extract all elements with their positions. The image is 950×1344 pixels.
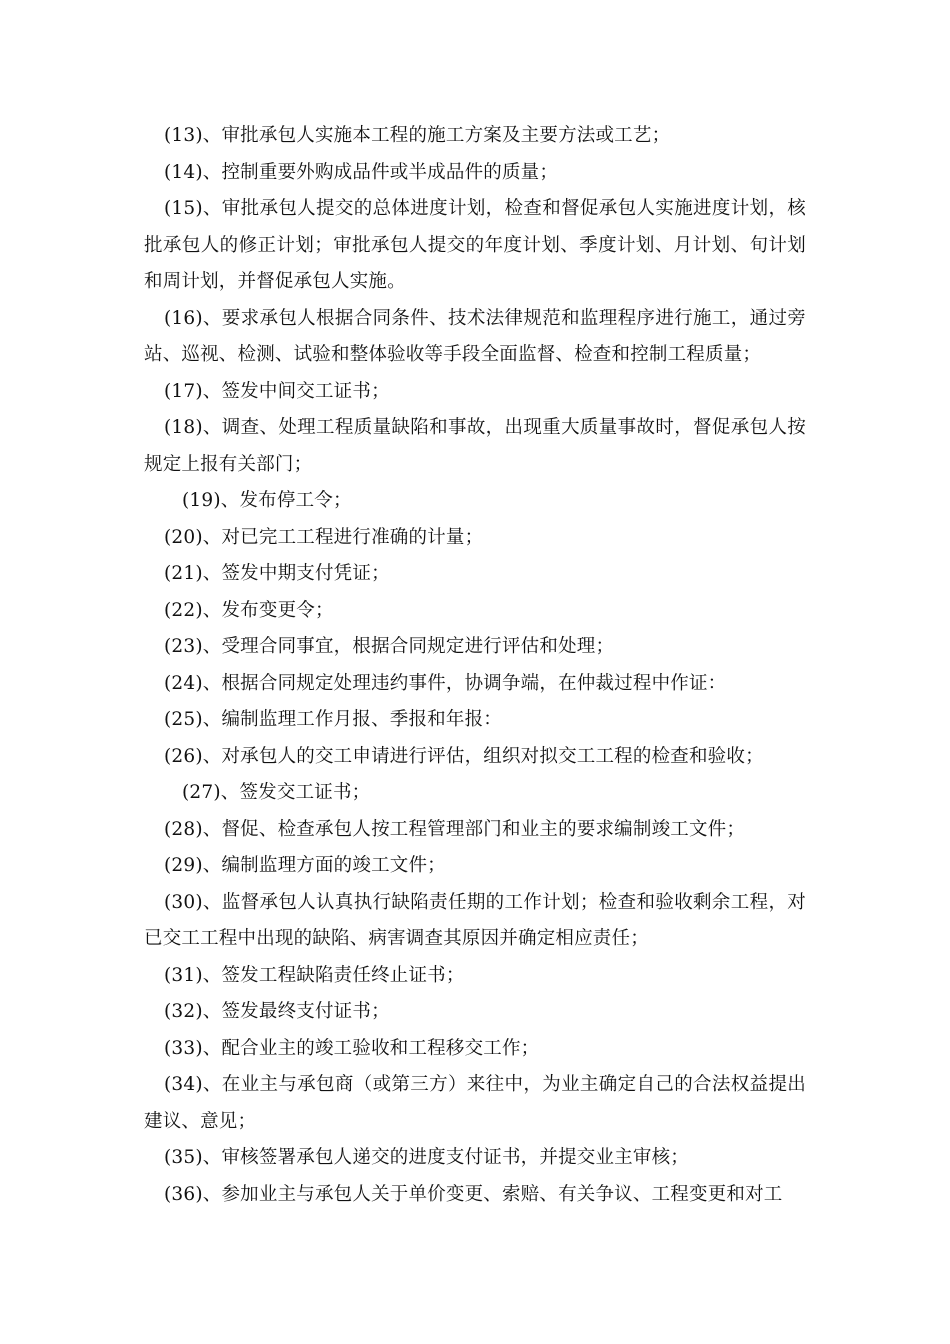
list-item: (35)、审核签署承包人递交的进度支付证书，并提交业主审核； [164,1147,689,1168]
document-body [144,118,806,1213]
list-item: (25)、编制监理工作月报、季报和年报： [164,709,502,730]
list-item: (14)、控制重要外购成品件或半成品件的质量； [164,161,559,183]
list-item: (36)、参加业主与承包人关于单价变更、索赔、有关争议、工程变更和对工 [164,1183,783,1205]
list-item: (32)、签发最终支付证书； [164,1001,390,1022]
list-item: (34)、在业主与承包商（或第三方）来往中，为业主确定自己的合法权益提出建议、意见； [144,1074,806,1132]
list-item: (31)、签发工程缺陷责任终止证书； [164,964,465,986]
list-item: (23)、受理合同事宜，根据合同规定进行评估和处理； [164,636,615,657]
list-item: (21)、签发中期支付凭证； [164,563,390,584]
list-item: (24)、根据合同规定处理违约事件，协调争端，在仲裁过程中作证： [164,672,727,694]
list-item: (30)、监督承包人认真执行缺陷责任期的工作计划；检查和验收剩余工程，对已交工工程中出现的缺陷、病害调查其原因并确定相应责任； [144,891,806,949]
list-item: (27)、签发交工证书； [182,782,371,803]
list-item: (15)、审批承包人提交的总体进度计划，检查和督促承包人实施进度计划，核批承包人的修正计划；审批承包人提交的年度计划、季度计划、月计划、旬计划和周计划，并督促承包人实施。 [144,198,806,292]
list-item: (13)、审批承包人实施本工程的施工方案及主要方法或工艺； [164,125,671,146]
list-item: (22)、发布变更令； [164,599,334,621]
list-item: (28)、督促、检查承包人按工程管理部门和业主的要求编制竣工文件； [164,818,746,840]
list-item: (17)、签发中间交工证书； [164,380,390,402]
list-item: (16)、要求承包人根据合同条件、技术法律规范和监理程序进行施工，通过旁站、巡视、检测、试验和整体验收等手段全面监督、检查和控制工程质量； [144,307,806,365]
list-item: (19)、发布停工令； [182,490,352,511]
list-item: (20)、对已完工工程进行准确的计量； [164,526,484,548]
list-item: (18)、调查、处理工程质量缺陷和事故，出现重大质量事故时，督促承包人按规定上报有关部门； [144,417,806,475]
list-item: (33)、配合业主的竣工验收和工程移交工作； [164,1037,540,1059]
list-item: (29)、编制监理方面的竣工文件； [164,855,446,876]
list-item: (26)、对承包人的交工申请进行评估，组织对拟交工工程的检查和验收； [164,745,764,767]
